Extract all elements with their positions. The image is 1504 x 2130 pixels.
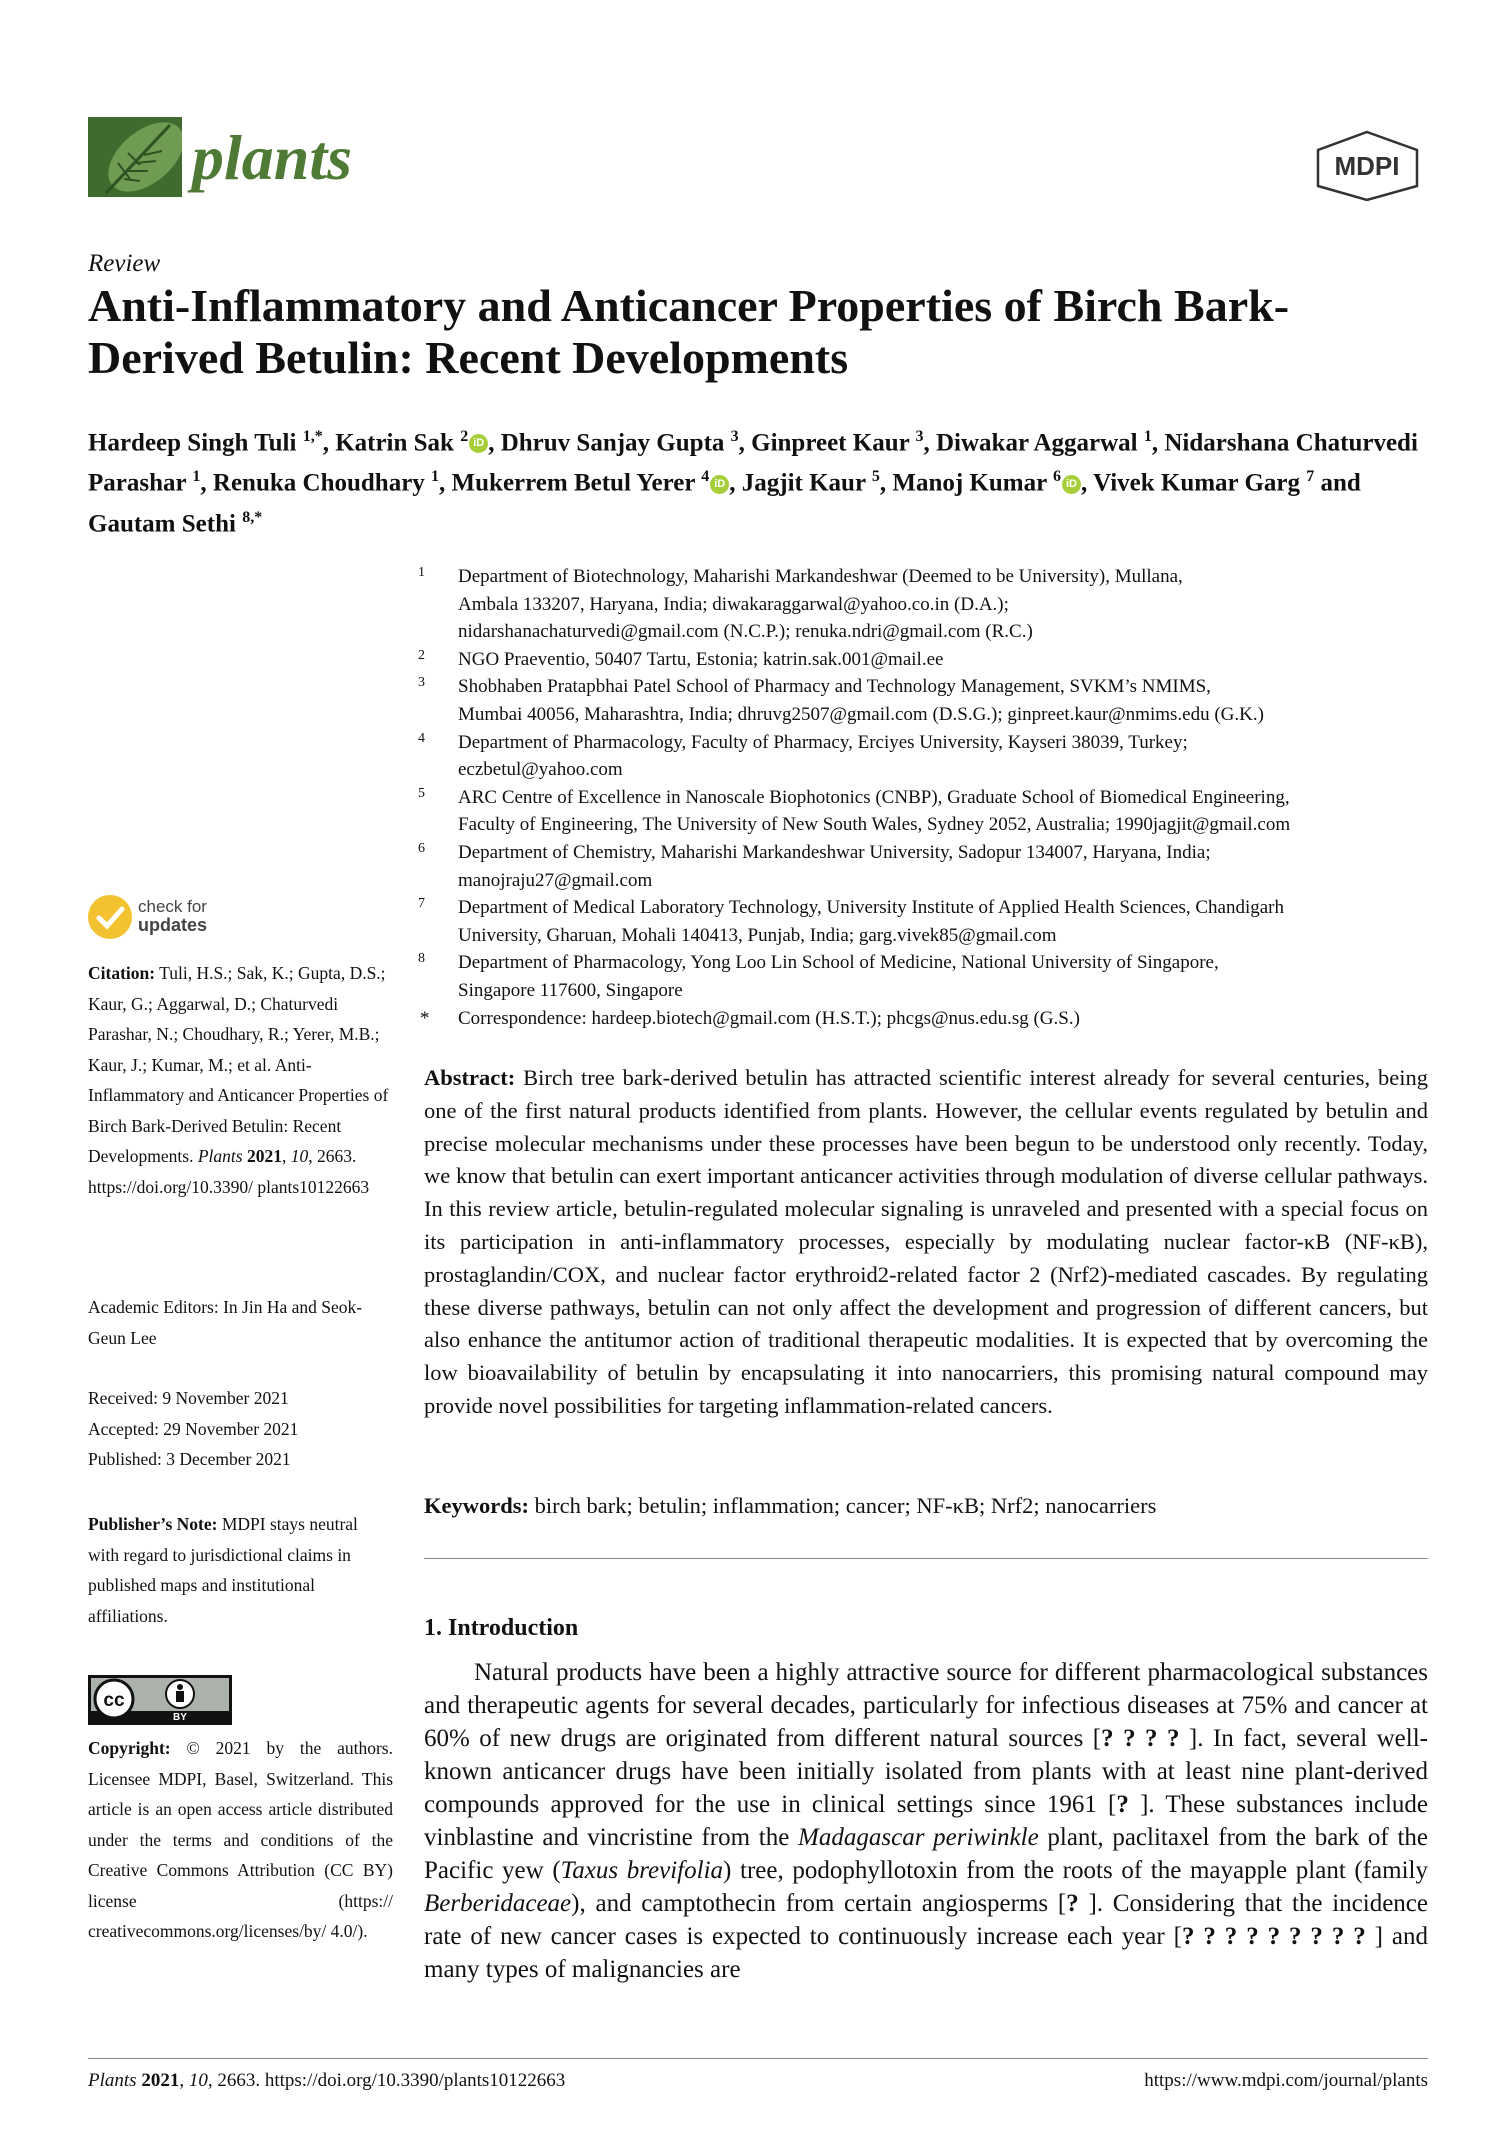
copyright-notice (88, 1733, 393, 1947)
published-date: Published: 3 December 2021 (88, 1449, 291, 1469)
keywords-text: birch bark; betulin; inflammation; cancer; NF-κB; Nrf2; nanocarriers (534, 1493, 1157, 1518)
author-name[interactable]: Mukerrem Betul Yerer (451, 469, 695, 497)
affiliations-list (418, 563, 1428, 1032)
section-divider (424, 1558, 1428, 1559)
affiliation-item (418, 784, 1428, 839)
citation-label: Citation: (88, 963, 156, 983)
author-affiliation-sup: 4 (701, 468, 710, 486)
author-list (88, 420, 1428, 541)
author-affiliation-sup: 1 (431, 468, 440, 486)
affiliation-line: nidarshanachaturvedi@gmail.com (N.C.P.); renuka.ndri@gmail.com (R.C.) (458, 621, 1033, 643)
check-updates-icon (88, 895, 132, 939)
author-separator: , (488, 429, 501, 457)
affiliation-number: * (420, 1007, 430, 1029)
svg-text:MDPI: MDPI (1334, 151, 1400, 181)
citation-journal: Plants (197, 1146, 243, 1166)
affiliation-line: Singapore 117600, Singapore (458, 979, 683, 1001)
intro-text-2: ]. In fact, several well-known anticancer drugs have been initially isolated from plants with at least nine plant-derived compounds approved for the use in clinical settings since 1961 [ (424, 1725, 1428, 1818)
affiliation-item (418, 839, 1428, 894)
affiliation-item (418, 1005, 1428, 1033)
author-separator: and (1314, 469, 1361, 497)
keywords (424, 1490, 1428, 1522)
author-affiliation-sup: 7 (1306, 468, 1315, 486)
author-separator: , (200, 469, 213, 497)
section-heading-introduction: 1. Introduction (424, 1615, 579, 1641)
author-separator: , (322, 429, 336, 457)
citation-ref[interactable]: ? (1066, 1890, 1079, 1917)
family-name: Berberidaceae (424, 1890, 572, 1917)
affiliation-line: Department of Medical Laboratory Technology, University Institute of Applied Health Sciences, Chandigarh (458, 897, 1284, 919)
publication-dates (88, 1383, 393, 1475)
author-separator: , (1081, 469, 1094, 497)
author-affiliation-sup: 1,* (302, 428, 323, 445)
citation-doi[interactable]: , 2663. https://doi.org/10.3390/ plants10122663 (88, 1146, 370, 1197)
affiliation-number: 3 (418, 675, 425, 691)
author-name[interactable]: Manoj Kumar (892, 469, 1047, 497)
affiliation-item (418, 894, 1428, 949)
citation-block: Citation: Tuli, H.S.; Sak, K.; Gupta, D.S.; Kaur, G.; Aggarwal, D.; Chaturvedi Parashar, N.; Choudhary, R.; Yerer, M.B.; Kaur, J.; Kumar, M.; et al. Anti-Inflammatory and Anticancer Properties of Birch Bark-Derived Betulin: Recent Developments. Plants 2021, 10, 2663. https://doi.org/10.3390/ plants10122663 (88, 963, 389, 1197)
mdpi-logo-icon (1310, 130, 1425, 202)
intro-text-5: ) tree, podophyllotoxin from the roots of the mayapple plant (family (723, 1857, 1428, 1884)
publisher-note (88, 1509, 393, 1631)
copyright-text: © 2021 by the authors. Licensee MDPI, Basel, Switzerland. This article is an open access article distributed under the terms and conditions of the Creative Commons Attribution (CC BY) license (https:// creativecommons.org/licenses/by/ 4.0/). (88, 1738, 393, 1941)
footer-journal: Plants (88, 2070, 137, 2091)
footer-citation: Plants 2021, 10, 2663. https://doi.org/10.3390/plants10122663 (88, 2070, 566, 2091)
footer-year: 2021 (141, 2070, 180, 2091)
journal-name: plants (192, 122, 353, 193)
intro-text-1: Natural products have been a highly attractive source for different pharmacological substances and therapeutic agents for several decades, particularly for infectious diseases at 75% and cancer at 60% of new drugs are originated from different natural sources [ (424, 1659, 1428, 1752)
affiliation-line: Faculty of Engineering, The University of New South Wales, Sydney 2052, Australia; 1990jagjit@gmail.com (458, 814, 1291, 836)
affiliation-item (418, 729, 1428, 784)
affiliation-item (418, 673, 1428, 728)
affiliation-line: Department of Pharmacology, Yong Loo Lin School of Medicine, National University of Singapore, (458, 952, 1219, 974)
citation-text: Tuli, H.S.; Sak, K.; Gupta, D.S.; Kaur, G.; Aggarwal, D.; Chaturvedi Parashar, N.; Choudhary, R.; Yerer, M.B.; Kaur, J.; Kumar, M.; et al. Anti-Inflammatory and Anticancer Properties of Birch Bark-Derived Betulin: Recent Developments. (88, 963, 389, 1166)
author-name[interactable]: Vivek Kumar Garg (1093, 469, 1300, 497)
affiliation-line: Mumbai 40056, Maharashtra, India; dhruvg2507@gmail.com (D.S.G.); ginpreet.kaur@nmims.edu (G.K.) (458, 703, 1264, 725)
author-separator: , (738, 429, 752, 457)
affiliation-line: Shobhaben Pratapbhai Patel School of Pharmacy and Technology Management, SVKM’s NMIMS, (458, 676, 1211, 698)
author-affiliation-sup: 3 (730, 428, 739, 445)
citation-volume: 10 (290, 1146, 309, 1166)
citation-ref[interactable]: ? (1116, 1791, 1129, 1818)
keywords-label: Keywords: (424, 1493, 529, 1518)
affiliation-number: 2 (418, 647, 425, 663)
article-title: Anti-Inflammatory and Anticancer Properties of Birch Bark-Derived Betulin: Recent Developments (88, 280, 1290, 383)
academic-editors: Academic Editors: In Jin Ha and Seok-Geun Lee (88, 1297, 363, 1348)
affiliation-number: 5 (418, 785, 425, 801)
author-affiliation-sup: 1 (1143, 428, 1152, 445)
intro-text-8: ] and many types of malignancies are (424, 1923, 1429, 1983)
intro-text-3: ]. These substances include vinblastine and vincristine from the (424, 1791, 1428, 1851)
citation-ref[interactable]: ? ? ? ? ? ? ? ? ? (1181, 1923, 1366, 1950)
publisher-note-label: Publisher’s Note: (88, 1514, 218, 1534)
author-affiliation-sup: 6 (1053, 468, 1061, 486)
affiliation-line: Department of Pharmacology, Faculty of Pharmacy, Erciyes University, Kayseri 38039, Turkey; (458, 731, 1188, 753)
article-type: Review (88, 250, 161, 277)
footer-divider (88, 2058, 1428, 2059)
author-name[interactable]: Jagjit Kaur (741, 469, 866, 497)
orcid-icon[interactable]: iD (1062, 475, 1081, 494)
affiliation-number: 4 (418, 730, 425, 746)
check-updates-line2: updates (138, 915, 208, 935)
affiliation-line: Department of Chemistry, Maharishi Markandeshwar University, Sadopur 134007, Haryana, India; (458, 841, 1211, 863)
affiliation-line: manojraju27@gmail.com (458, 869, 653, 891)
affiliation-number: 6 (418, 840, 425, 856)
orcid-icon[interactable]: iD (710, 475, 729, 494)
affiliation-line: ARC Centre of Excellence in Nanoscale Biophotonics (CNBP), Graduate School of Biomedical Engineering, (458, 786, 1290, 808)
author-name[interactable]: Katrin Sak (335, 429, 454, 457)
author-name[interactable]: Renuka Choudhary (212, 469, 425, 497)
footer-volume: 10 (188, 2070, 208, 2091)
journal-logo-icon (88, 117, 182, 197)
citation-ref[interactable]: ? ? ? ? (1101, 1725, 1180, 1752)
affiliation-item (418, 563, 1428, 646)
author-affiliation-sup: 2 (460, 428, 469, 445)
author-name[interactable]: Dhruv Sanjay Gupta (500, 429, 725, 457)
author-separator: , (439, 469, 452, 497)
author-separator: , (1151, 429, 1165, 457)
footer-doi[interactable]: , 2663. https://doi.org/10.3390/plants10122663 (207, 2070, 566, 2091)
species-name: Taxus brevifolia (560, 1857, 724, 1884)
affiliation-number: 7 (418, 896, 425, 912)
affiliation-number: 1 (418, 565, 425, 580)
abstract (424, 1062, 1428, 1423)
affiliation-line: eczbetul@yahoo.com (458, 759, 623, 781)
author-affiliation-sup: 8,* (242, 508, 263, 526)
footer-journal-url[interactable]: https://www.mdpi.com/journal/plants (1144, 2070, 1428, 2091)
affiliation-line: Correspondence: hardeep.biotech@gmail.com (H.S.T.); phcgs@nus.edu.sg (G.S.) (458, 1007, 1080, 1029)
author-name[interactable]: Gautam Sethi (88, 509, 236, 537)
author-name[interactable]: Diwakar Aggarwal (936, 429, 1138, 457)
orcid-icon[interactable]: iD (469, 434, 488, 453)
author-affiliation-sup: 3 (915, 428, 924, 445)
accepted-date: Accepted: 29 November 2021 (88, 1418, 299, 1439)
check-updates-line1: check for (138, 897, 207, 916)
intro-text-4: plant, paclitaxel from the bark of the Pacific yew ( (424, 1824, 1428, 1884)
affiliation-item (418, 646, 1428, 674)
svg-text:BY: BY (173, 1712, 187, 1723)
check-for-updates-button[interactable] (88, 895, 248, 947)
received-date: Received: 9 November 2021 (88, 1388, 289, 1408)
author-separator: , (729, 469, 742, 497)
citation-year: 2021 (246, 1146, 282, 1166)
abstract-text: Birch tree bark-derived betulin has attracted scientific interest already for several centuries, being one of the first natural products identified from plants. However, the cellular events regulated by betulin and precise molecular mechanisms under these processes have been begun to be understood only recently. Today, we know that betulin can exert important anticancer activities through modulation of diverse cellular pathways. In this review article, betulin-regulated molecular signaling is unraveled and presented with a special focus on its participation in anti-inflammatory processes, especially by modulating nuclear factor-κB (NF-κB), prostaglandin/COX, and nuclear factor erythroid2-related factor 2 (Nrf2)-mediated cascades. By regulating these diverse pathways, betulin can not only affect the development and progression of different cancers, but also enhance the antitumor action of traditional therapeutic modalities. It is expected that by overcoming the low bioavailability of betulin by encapsulating it into nanocarriers, this promising natural compound may provide novel possibilities for targeting inflammation-related cancers. (424, 1065, 1428, 1418)
author-separator: , (879, 469, 893, 497)
cc-by-license-icon[interactable] (88, 1675, 232, 1725)
publisher-note-text: MDPI stays neutral with regard to jurisdictional claims in published maps and institutional affiliations. (88, 1514, 358, 1626)
affiliation-number: 8 (418, 951, 425, 967)
intro-text-7: ]. Considering that the incidence rate of new cancer cases is expected to continuously increase each year [ (424, 1890, 1428, 1950)
author-name[interactable]: Nidarshana Chaturvedi Parashar (88, 429, 1418, 497)
svg-text:cc: cc (103, 1690, 125, 1711)
copyright-label: Copyright: (88, 1738, 171, 1758)
abstract-label: Abstract: (424, 1065, 516, 1090)
affiliation-line: Ambala 133207, Haryana, India; diwakaraggarwal@yahoo.co.in (D.A.); (458, 593, 1009, 615)
intro-text-6: ), and camptothecin from certain angiosperms [ (571, 1890, 1067, 1917)
author-separator: , (923, 429, 936, 457)
author-affiliation-sup: 5 (871, 468, 880, 486)
author-name[interactable]: Ginpreet Kaur (751, 429, 910, 457)
affiliation-line: Department of Biotechnology, Maharishi Markandeshwar (Deemed to be University), Mullana, (458, 566, 1183, 587)
author-affiliation-sup: 1 (192, 468, 201, 486)
affiliation-line: University, Gharuan, Mohali 140413, Punjab, India; garg.vivek85@gmail.com (458, 924, 1057, 946)
introduction-paragraph (424, 1656, 1428, 1986)
author-name[interactable]: Hardeep Singh Tuli (88, 429, 297, 457)
species-name: Madagascar periwinkle (798, 1824, 1039, 1851)
affiliation-item (418, 949, 1428, 1004)
affiliation-line: NGO Praeventio, 50407 Tartu, Estonia; katrin.sak.001@mail.ee (458, 648, 944, 670)
